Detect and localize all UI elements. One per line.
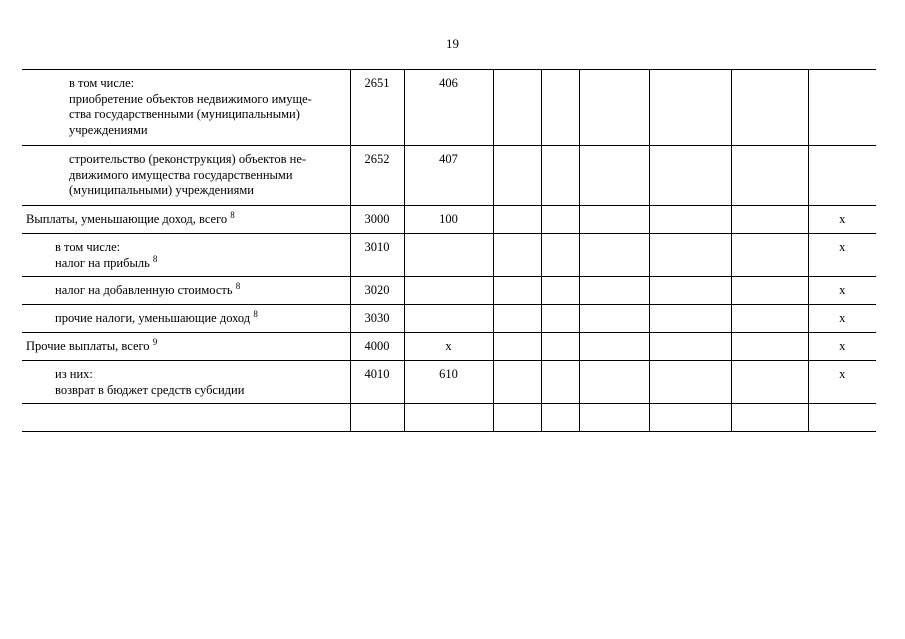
amount-cell bbox=[649, 146, 731, 206]
amount-cell bbox=[649, 404, 731, 432]
row-label bbox=[22, 404, 350, 432]
amount-cell bbox=[541, 146, 579, 206]
row-label-line bbox=[55, 308, 346, 327]
last-column-cell: x bbox=[808, 234, 876, 277]
row-label-line: (муниципальными) учреждениями bbox=[69, 183, 254, 197]
line-code-cell: 3000 bbox=[350, 206, 404, 234]
kbk-code-cell: x bbox=[404, 333, 493, 361]
amount-cell bbox=[579, 146, 649, 206]
table-row bbox=[22, 333, 876, 361]
row-label-line bbox=[26, 209, 346, 228]
last-column-cell: x bbox=[808, 305, 876, 333]
row-label-text: Выплаты, уменьшающие доход, всего bbox=[26, 212, 228, 226]
kbk-code-cell bbox=[404, 305, 493, 333]
row-label-line: возврат в бюджет средств субсидии bbox=[55, 382, 245, 397]
last-column-cell: x bbox=[808, 277, 876, 305]
kbk-code-cell bbox=[404, 234, 493, 277]
amount-cell bbox=[649, 234, 731, 277]
amount-cell bbox=[541, 70, 579, 146]
last-column-cell: x bbox=[808, 361, 876, 404]
amount-cell bbox=[731, 206, 808, 234]
row-label bbox=[22, 305, 350, 333]
amount-cell bbox=[731, 234, 808, 277]
row-label-text: прочие налоги, уменьшающие доход bbox=[55, 311, 251, 325]
amount-cell bbox=[579, 206, 649, 234]
amount-cell bbox=[731, 361, 808, 404]
line-code-cell bbox=[350, 404, 404, 432]
amount-cell bbox=[579, 305, 649, 333]
amount-cell bbox=[493, 277, 541, 305]
row-label-line bbox=[55, 280, 346, 299]
amount-cell bbox=[731, 305, 808, 333]
last-column-cell: x bbox=[808, 333, 876, 361]
row-label-line bbox=[26, 336, 346, 355]
report-table bbox=[22, 69, 876, 432]
footnote-ref: 8 bbox=[253, 308, 258, 319]
amount-cell bbox=[493, 206, 541, 234]
amount-cell bbox=[493, 305, 541, 333]
table-row bbox=[22, 404, 876, 432]
amount-cell bbox=[731, 404, 808, 432]
row-label-line: ства государственными (муниципальными) bbox=[69, 107, 300, 121]
kbk-code-cell: 406 bbox=[404, 70, 493, 146]
amount-cell bbox=[541, 361, 579, 404]
row-label bbox=[22, 277, 350, 305]
table-row bbox=[22, 70, 876, 146]
amount-cell bbox=[579, 333, 649, 361]
amount-cell bbox=[649, 277, 731, 305]
kbk-code-cell: 100 bbox=[404, 206, 493, 234]
footnote-ref: 9 bbox=[152, 336, 158, 347]
row-label-line bbox=[55, 253, 346, 272]
footnote-ref: 8 bbox=[152, 253, 158, 264]
amount-cell bbox=[649, 305, 731, 333]
amount-cell bbox=[649, 70, 731, 146]
row-label bbox=[22, 206, 350, 234]
table-row bbox=[22, 234, 876, 277]
kbk-code-cell: 610 bbox=[404, 361, 493, 404]
page-number: 19 bbox=[446, 36, 459, 51]
line-code-cell: 4000 bbox=[350, 333, 404, 361]
amount-cell bbox=[731, 333, 808, 361]
amount-cell bbox=[579, 404, 649, 432]
row-label bbox=[22, 146, 350, 206]
amount-cell bbox=[579, 361, 649, 404]
amount-cell bbox=[541, 404, 579, 432]
table-row bbox=[22, 146, 876, 206]
kbk-code-cell bbox=[404, 404, 493, 432]
amount-cell bbox=[579, 277, 649, 305]
line-code-cell: 2652 bbox=[350, 146, 404, 206]
amount-cell bbox=[731, 277, 808, 305]
amount-cell bbox=[649, 361, 731, 404]
last-column-cell bbox=[808, 404, 876, 432]
row-label bbox=[22, 70, 350, 146]
kbk-code-cell: 407 bbox=[404, 146, 493, 206]
kbk-code-cell bbox=[404, 277, 493, 305]
amount-cell bbox=[493, 70, 541, 146]
amount-cell bbox=[579, 70, 649, 146]
line-code-cell: 2651 bbox=[350, 70, 404, 146]
row-label-line: движимого имущества государственными bbox=[69, 167, 293, 182]
amount-cell bbox=[541, 333, 579, 361]
amount-cell bbox=[649, 333, 731, 361]
amount-cell bbox=[541, 277, 579, 305]
row-label-text: Прочие выплаты, всего bbox=[26, 339, 150, 353]
last-column-cell bbox=[808, 146, 876, 206]
last-column-cell: x bbox=[808, 206, 876, 234]
amount-cell bbox=[731, 146, 808, 206]
line-code-cell: 3010 bbox=[350, 234, 404, 277]
last-column-cell bbox=[808, 70, 876, 146]
row-label-line: учреждениями bbox=[69, 122, 148, 137]
row-label-line: из них: bbox=[55, 367, 93, 381]
amount-cell bbox=[541, 234, 579, 277]
line-code-cell: 4010 bbox=[350, 361, 404, 404]
table-row bbox=[22, 277, 876, 305]
row-label-text: налог на добавленную стоимость bbox=[55, 283, 233, 297]
amount-cell bbox=[579, 234, 649, 277]
amount-cell bbox=[493, 234, 541, 277]
row-label bbox=[22, 361, 350, 404]
row-label bbox=[22, 333, 350, 361]
amount-cell bbox=[541, 305, 579, 333]
table-row bbox=[22, 361, 876, 404]
amount-cell bbox=[649, 206, 731, 234]
table-row bbox=[22, 305, 876, 333]
row-label bbox=[22, 234, 350, 277]
row-label-line: строительство (реконструкция) объектов не- bbox=[69, 152, 307, 166]
line-code-cell: 3020 bbox=[350, 277, 404, 305]
row-label-line: приобретение объектов недвижимого имуще- bbox=[69, 91, 312, 106]
amount-cell bbox=[731, 70, 808, 146]
line-code-cell: 3030 bbox=[350, 305, 404, 333]
table-row bbox=[22, 206, 876, 234]
footnote-ref: 8 bbox=[235, 280, 241, 291]
amount-cell bbox=[493, 404, 541, 432]
amount-cell bbox=[493, 361, 541, 404]
amount-cell bbox=[541, 206, 579, 234]
amount-cell bbox=[493, 333, 541, 361]
amount-cell bbox=[493, 146, 541, 206]
row-label-line: в том числе: bbox=[55, 240, 121, 254]
row-label-text: налог на прибыль bbox=[55, 255, 150, 270]
footnote-ref: 8 bbox=[230, 209, 235, 220]
row-label-line: в том числе: bbox=[69, 76, 135, 90]
